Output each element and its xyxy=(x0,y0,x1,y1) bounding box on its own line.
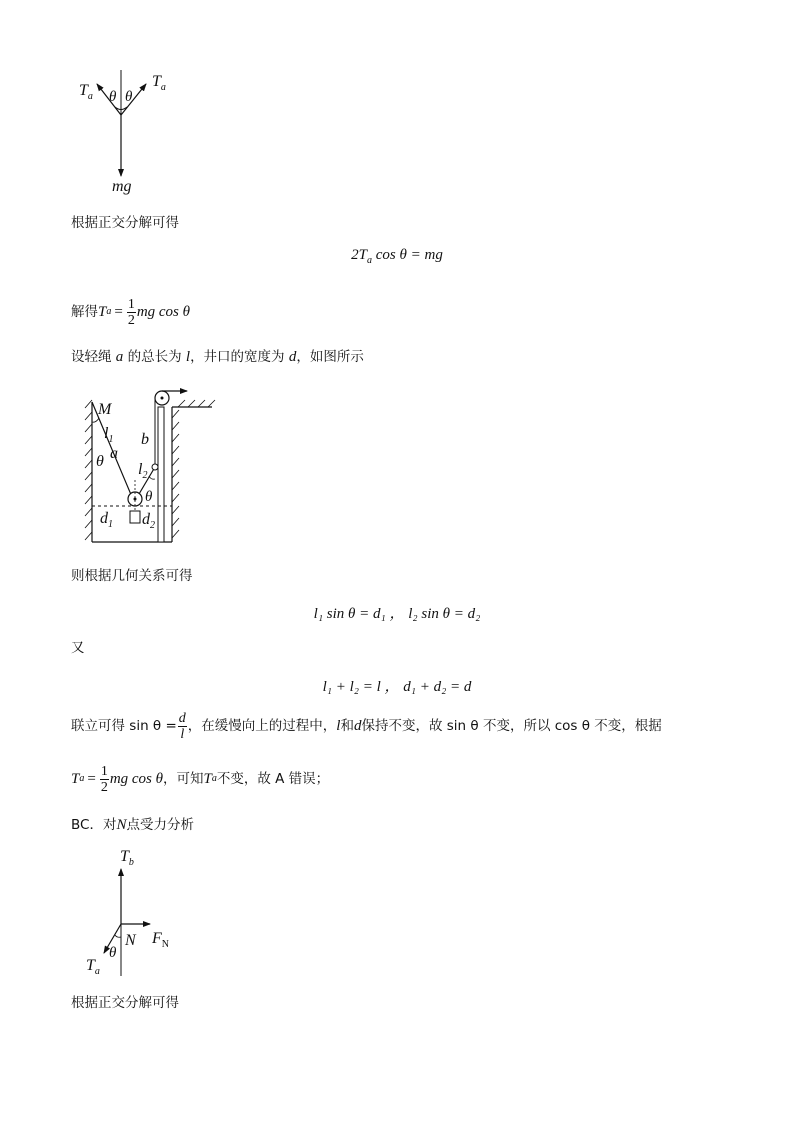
text-line-6: 又 xyxy=(71,640,85,656)
eq1-a: 2T xyxy=(351,247,367,263)
text-line-8 xyxy=(71,760,329,798)
tb-sub: b xyxy=(128,857,134,868)
svg-text:Ta xyxy=(152,73,166,93)
label-m: M xyxy=(98,401,112,418)
line8-sub: a xyxy=(79,773,85,784)
label-l1: l xyxy=(104,425,109,442)
n-label: N xyxy=(125,932,136,949)
line3-t: T xyxy=(98,304,107,320)
fn-label: F xyxy=(152,930,162,947)
line4-d: d xyxy=(288,349,297,365)
line7-p4: 保持不变，故 sin θ 不变，所以 cos θ 不变，根据 xyxy=(361,718,662,734)
line4-p1: 设轻绳 xyxy=(71,349,112,365)
line8-den: 2 xyxy=(100,779,108,795)
ta-right-label: T xyxy=(152,73,161,90)
well-diagram xyxy=(82,380,217,545)
svg-text:FN xyxy=(151,930,169,950)
ta-label: T xyxy=(86,957,95,974)
label-b: b xyxy=(141,431,149,448)
point-n xyxy=(152,464,158,470)
line8-sub2: a xyxy=(211,773,217,784)
label-d1: d xyxy=(100,510,108,527)
force-diagram-1 xyxy=(72,68,182,198)
svg-text:l1 xyxy=(104,425,113,445)
weight-block xyxy=(130,511,140,523)
line8-p3: 不变，故 A 错误； xyxy=(216,771,330,787)
svg-text:Ta xyxy=(79,82,93,102)
line7-num: d xyxy=(178,710,186,726)
top-pulley-center xyxy=(161,397,164,400)
pole xyxy=(158,407,164,542)
svg-text:d1 xyxy=(100,510,113,530)
label-l2-sub: 2 xyxy=(142,470,148,481)
equation-1 xyxy=(0,247,794,266)
line4-p2: 的总长为 xyxy=(127,349,182,365)
svg-text:l2 xyxy=(138,461,147,481)
right-wall-hatch xyxy=(172,410,179,538)
line7-d: d xyxy=(353,718,362,734)
line9-p2: 点受力分析 xyxy=(126,817,194,833)
theta1-arc xyxy=(92,418,99,422)
line3-sub: a xyxy=(106,306,112,317)
line3-rest: mg cos θ xyxy=(136,304,191,320)
label-theta1: θ xyxy=(96,453,104,470)
line7-frac xyxy=(178,711,187,742)
line4-a: a xyxy=(115,349,124,365)
label-l1-sub: 1 xyxy=(108,434,114,445)
line8-eq: = xyxy=(87,771,96,787)
ta-right-sub: a xyxy=(160,82,166,93)
text-line-3 xyxy=(71,294,190,330)
text-line-5: 则根据几何关系可得 xyxy=(71,568,193,584)
line8-frac xyxy=(100,764,109,795)
line9-n: N xyxy=(116,817,127,833)
label-a: a xyxy=(110,445,118,462)
line3-den: 2 xyxy=(127,312,135,328)
svg-text:Ta xyxy=(86,957,100,977)
label-d1-sub: 1 xyxy=(108,519,113,530)
line8-p2: ，可知 xyxy=(163,771,204,787)
theta-left: θ xyxy=(109,89,117,105)
svg-text:d2 xyxy=(142,511,155,531)
text-line-10: 根据正交分解可得 xyxy=(71,995,179,1011)
line8-num: 1 xyxy=(100,763,108,779)
text-line-4 xyxy=(71,347,364,367)
ta-sub: a xyxy=(94,966,100,977)
equation-2: l₁ sin θ = d₁ ， l₂ sin θ = d₂ xyxy=(313,606,481,622)
theta-right: θ xyxy=(125,89,133,105)
label-d2: d xyxy=(142,511,150,528)
tb-label: T xyxy=(120,848,129,865)
line8-t2: T xyxy=(203,771,212,787)
line3-frac xyxy=(127,297,136,328)
line7-p3: 和 xyxy=(340,718,354,734)
line7-l: l xyxy=(336,718,341,734)
ta-left-label: T xyxy=(79,82,88,99)
line3-num: 1 xyxy=(127,296,135,312)
ground-hatch xyxy=(178,400,215,407)
line3-prefix: 解得 xyxy=(71,304,98,320)
line4-l: l xyxy=(185,349,191,365)
text-line-1: 根据正交分解可得 xyxy=(71,215,179,231)
force-diagram-n xyxy=(80,843,190,978)
label-l2: l xyxy=(138,461,143,478)
line7-p2: ，在缓慢向上的过程中， xyxy=(187,718,337,734)
theta-label: θ xyxy=(109,945,117,961)
equation-3: l₁ + l₂ = l ， d₁ + d₂ = d xyxy=(322,679,472,695)
line8-rest: mg cos θ xyxy=(109,771,164,787)
eq1-rest: cos θ = mg xyxy=(375,247,443,263)
fn-sub: N xyxy=(161,939,170,950)
line9-p1: BC．对 xyxy=(71,817,117,833)
line3-eq: = xyxy=(114,304,123,320)
theta-arc xyxy=(115,935,121,937)
mg-label: mg xyxy=(112,178,132,195)
line7-den: l xyxy=(180,726,185,742)
text-line-7 xyxy=(71,707,662,745)
line8-t: T xyxy=(71,771,80,787)
label-theta2: θ xyxy=(145,489,153,505)
label-d2-sub: 2 xyxy=(150,520,155,531)
line4-p4: ，如图所示 xyxy=(296,349,364,365)
svg-text:Tb xyxy=(120,848,134,868)
text-line-9 xyxy=(71,815,194,835)
eq1-sub: a xyxy=(367,255,372,266)
left-wall-hatch xyxy=(85,400,92,540)
ta-left-sub: a xyxy=(87,91,93,102)
line7-p1: 联立可得 sin θ = xyxy=(71,718,177,734)
line4-p3: ，井口的宽度为 xyxy=(190,349,285,365)
